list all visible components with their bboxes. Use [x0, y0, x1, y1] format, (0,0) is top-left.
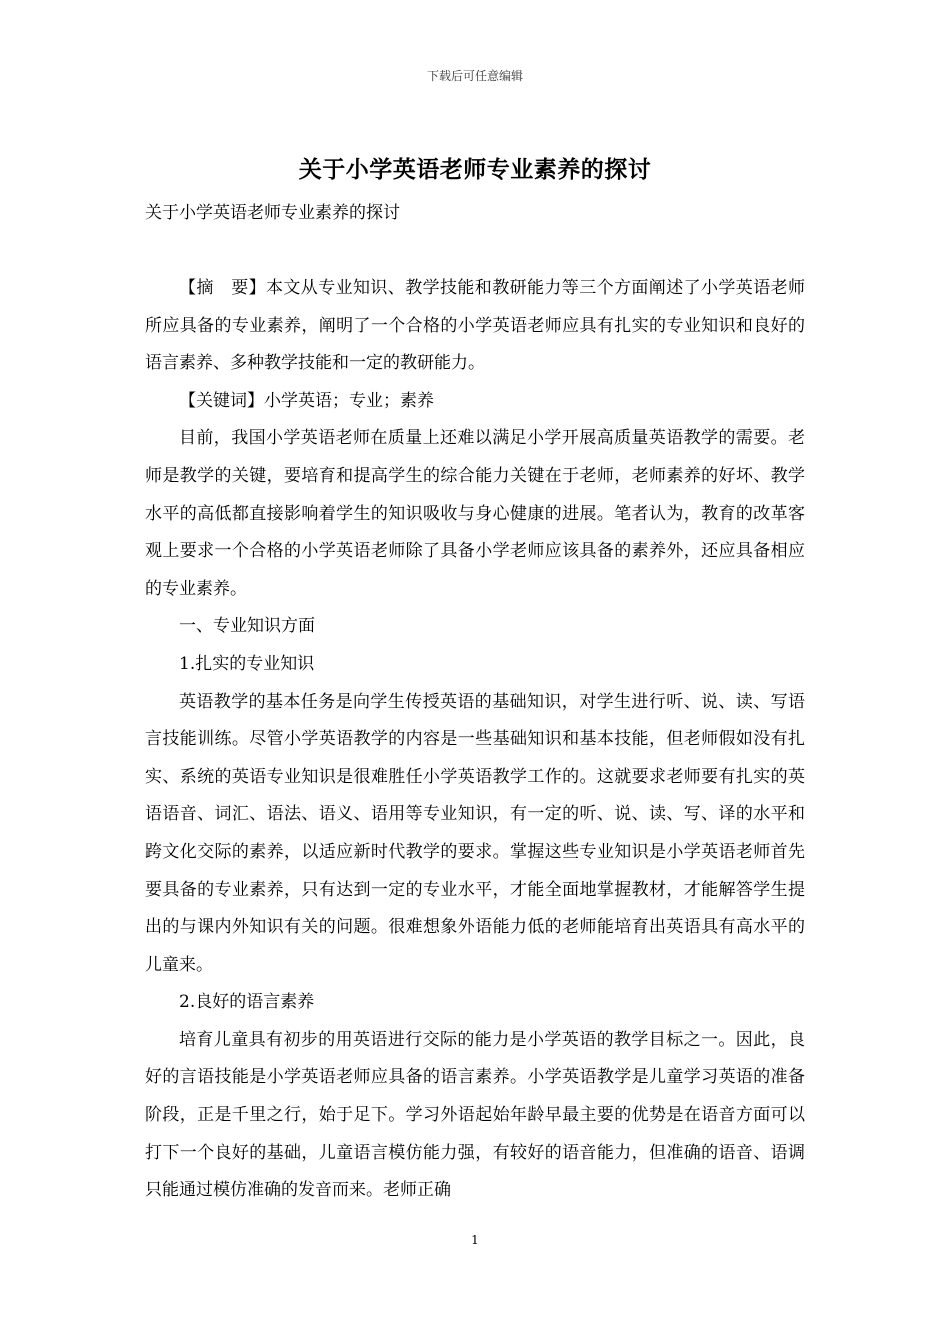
body-paragraph: 培育儿童具有初步的用英语进行交际的能力是小学英语的教学目标之一。因此，良好的言语技能是小学英语老师应具备的语言素养。小学英语教学是儿童学习英语的准备阶段，正是千里之行，始于足下。学习外语起始年龄早最主要的优势是在语音方面可以打下一个良好的基础，儿童语言模仿能力强，有较好的语音能力，但准确的语音、语调只能通过模仿准确的发音而来。老师正确 — [145, 1029, 805, 1201]
intro-paragraph: 目前，我国小学英语老师在质量上还难以满足小学开展高质量英语教学的需要。老师是教学的关键，要培育和提高学生的综合能力关键在于老师，老师素养的好坏、教学水平的高低都直接影响着学生的知识吸收与身心健康的进展。笔者认为，教育的改革客观上要求一个合格的小学英语老师除了具备小学老师应该具备的素养外，还应具备相应的专业素养。 — [145, 428, 805, 599]
page-header: 下载后可任意编辑 — [426, 69, 523, 83]
subsection-heading: 1.扎实的专业知识 — [179, 653, 315, 674]
page-number: 1 — [471, 1233, 479, 1247]
keywords-paragraph: 【关键词】小学英语；专业；素养 — [179, 390, 434, 411]
document-subtitle: 关于小学英语老师专业素养的探讨 — [145, 203, 400, 223]
document-body — [145, 270, 805, 1210]
subsection-heading: 2.良好的语言素养 — [179, 992, 315, 1013]
document-title: 关于小学英语老师专业素养的探讨 — [298, 156, 652, 183]
body-paragraph: 英语教学的基本任务是向学生传授英语的基础知识，对学生进行听、说、读、写语言技能训练。尽管小学英语教学的内容是一些基础知识和基本技能，但老师假如没有扎实、系统的英语专业知识是很难胜任小学英语教学工作的。这就要求老师要有扎实的英语语音、词汇、语法、语义、语用等专业知识，有一定的听、说、读、写、译的水平和跨文化交际的素养，以适应新时代教学的要求。掌握这些专业知识是小学英语老师首先要具备的专业素养，只有达到一定的专业水平，才能全面地掌握教材，才能解答学生提出的与课内外知识有关的问题。很难想象外语能力低的老师能培育出英语具有高水平的儿童来。 — [145, 691, 805, 975]
section-heading: 一、专业知识方面 — [179, 616, 315, 637]
abstract-paragraph: 【摘 要】本文从专业知识、教学技能和教研能力等三个方面阐述了小学英语老师所应具备的专业素养，阐明了一个合格的小学英语老师应具有扎实的专业知识和良好的语言素养、多种教学技能和一定的教研能力。 — [145, 278, 805, 374]
